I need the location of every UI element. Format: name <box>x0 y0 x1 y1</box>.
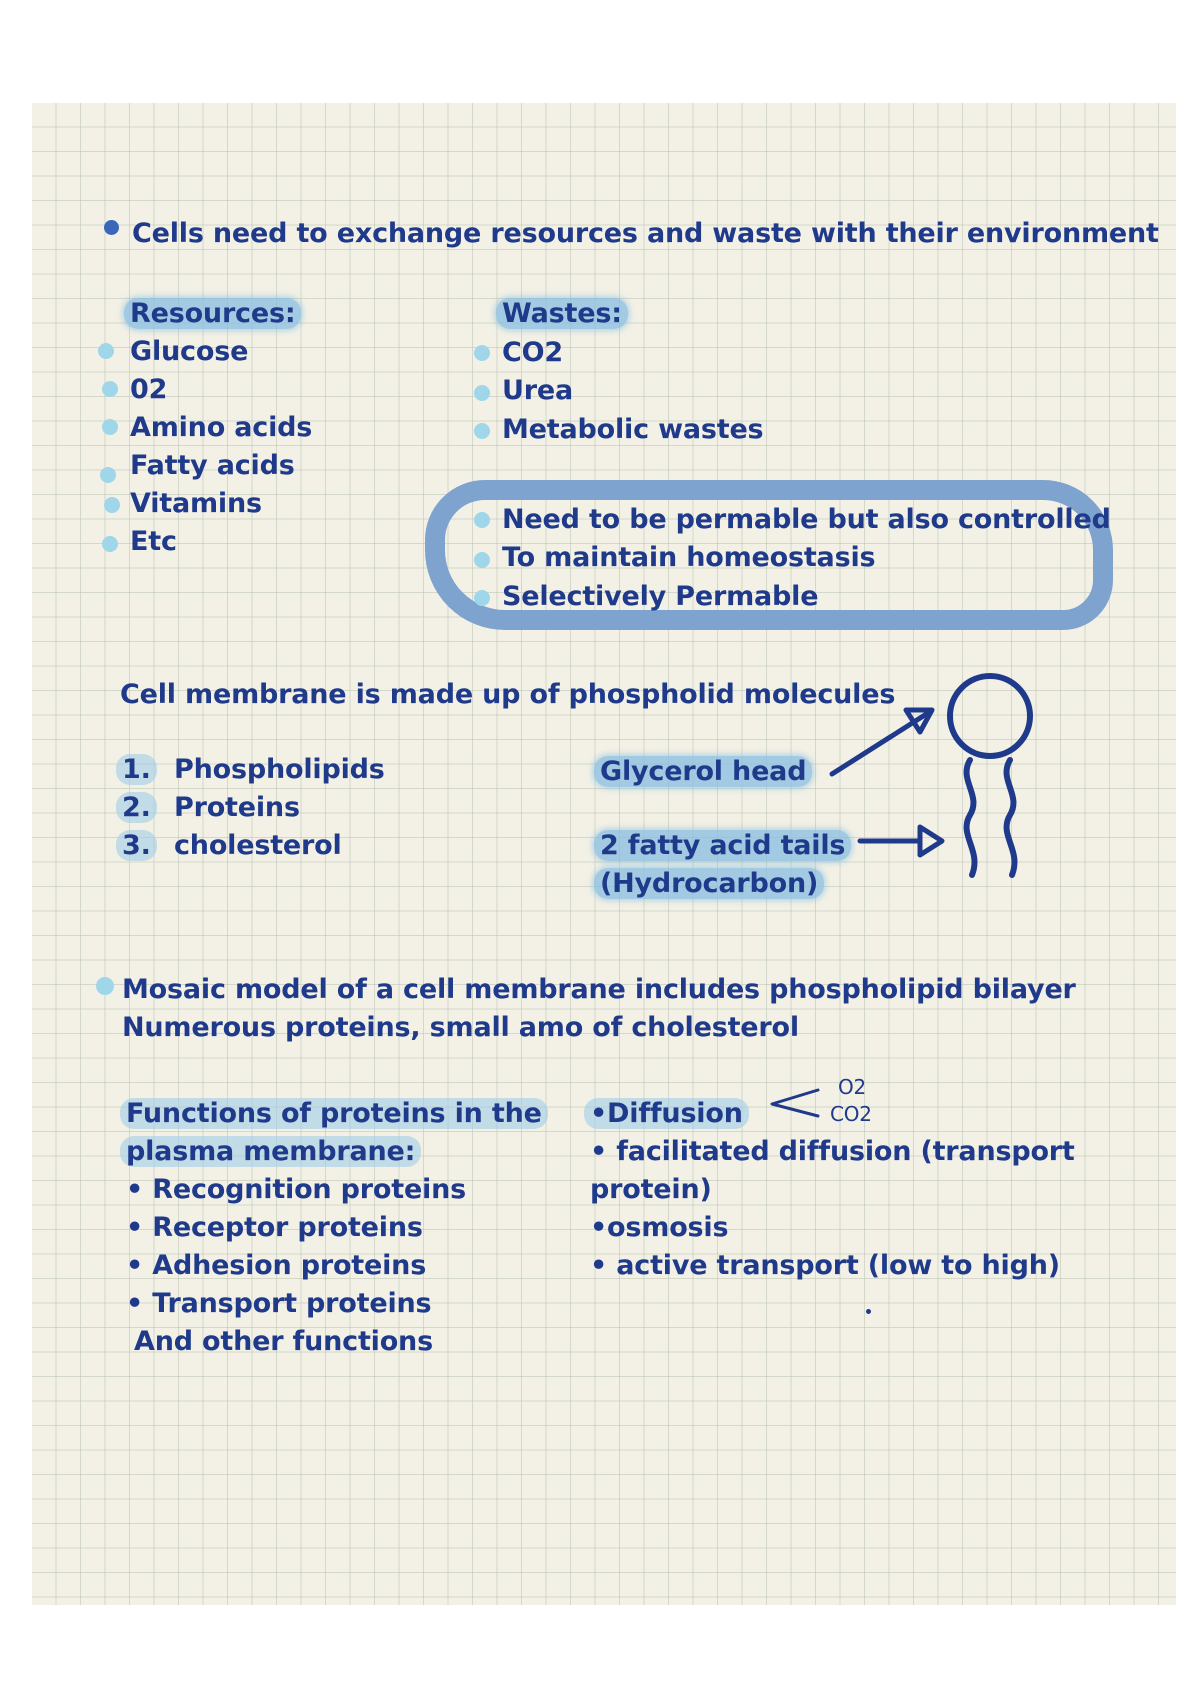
protein-item: • Receptor proteins <box>126 1212 423 1243</box>
component-number-text: 1. <box>116 754 157 785</box>
component-number <box>122 830 157 861</box>
phospholipid-diagram <box>820 670 1040 910</box>
waste-item: Urea <box>502 375 573 406</box>
protein-item: • Adhesion proteins <box>126 1250 427 1281</box>
wastes-heading <box>502 298 628 329</box>
proteins-footer: And other functions <box>134 1326 433 1357</box>
waste-item: Metabolic wastes <box>502 414 764 445</box>
proteins-heading <box>126 1098 548 1129</box>
fatty-acid-tail <box>967 760 975 875</box>
box-note: Selectively Permable <box>502 581 819 612</box>
component-label: Phospholipids <box>174 754 385 785</box>
mosaic-line: Numerous proteins, small amo of cholesterol <box>122 1012 799 1043</box>
transport-active: • active transport (low to high) <box>590 1250 1060 1281</box>
resources-heading <box>130 298 301 329</box>
box-note: Need to be permable but also controlled <box>502 504 1111 535</box>
resource-item: 02 <box>130 374 168 405</box>
resource-item: Etc <box>130 526 177 557</box>
component-number <box>122 754 157 785</box>
resource-bullet <box>102 536 118 552</box>
mosaic-bullet <box>96 977 114 995</box>
tails-label <box>600 830 851 861</box>
transport-osmosis: •osmosis <box>590 1212 729 1243</box>
waste-bullet <box>474 385 490 401</box>
ink-speck <box>866 1309 871 1314</box>
resource-bullet <box>102 419 118 435</box>
box-note-bullet <box>474 590 490 606</box>
resource-bullet <box>104 497 120 513</box>
intro-bullet <box>104 220 119 235</box>
waste-item: CO2 <box>502 337 563 368</box>
proteins-heading <box>126 1136 421 1167</box>
less-than-mark <box>768 1086 828 1122</box>
protein-item: • Transport proteins <box>126 1288 432 1319</box>
component-number-text: 3. <box>116 830 157 861</box>
component-number-text: 2. <box>116 792 157 823</box>
resource-bullet <box>98 343 114 359</box>
tails-sublabel <box>600 868 824 899</box>
proteins-heading-text: plasma membrane: <box>120 1136 421 1167</box>
mosaic-line: Mosaic model of a cell membrane includes phospholipid bilayer <box>122 974 1076 1005</box>
fatty-acid-tail <box>1007 760 1015 875</box>
transport-facilitated: protein) <box>590 1174 712 1205</box>
head-label-text: Glycerol head <box>594 756 812 787</box>
box-note-bullet <box>474 512 490 528</box>
tails-label-text: 2 fatty acid tails <box>594 830 851 861</box>
wastes-heading-text: Wastes: <box>496 298 628 329</box>
resource-item: Fatty acids <box>130 450 295 481</box>
box-note: To maintain homeostasis <box>502 542 876 573</box>
waste-bullet <box>474 345 490 361</box>
membrane-statement: Cell membrane is made up of phospholid molecules <box>120 679 896 710</box>
diffusion-note: O2 <box>838 1075 867 1099</box>
component-number <box>122 792 157 823</box>
resource-bullet <box>102 381 118 397</box>
tails-arrow <box>860 827 942 855</box>
transport-facilitated: • facilitated diffusion (transport <box>590 1136 1075 1167</box>
transport-diffusion <box>590 1098 749 1129</box>
resource-item: Vitamins <box>130 488 262 519</box>
resources-heading-text: Resources: <box>124 298 301 329</box>
tails-sublabel-text: (Hydrocarbon) <box>594 868 824 899</box>
protein-item: • Recognition proteins <box>126 1174 467 1205</box>
glycerol-head-circle <box>950 676 1030 756</box>
box-note-bullet <box>474 552 490 568</box>
head-arrow <box>832 710 932 774</box>
waste-bullet <box>474 423 490 439</box>
resource-item: Amino acids <box>130 412 313 443</box>
resource-bullet <box>100 467 116 483</box>
resource-item: Glucose <box>130 336 249 367</box>
diffusion-note: CO2 <box>830 1102 872 1126</box>
component-label: cholesterol <box>174 830 342 861</box>
proteins-heading-text: Functions of proteins in the <box>120 1098 548 1129</box>
component-label: Proteins <box>174 792 300 823</box>
head-label <box>600 756 812 787</box>
intro-text: Cells need to exchange resources and waste with their environment <box>132 218 1159 249</box>
transport-diffusion-text: •Diffusion <box>584 1098 749 1129</box>
